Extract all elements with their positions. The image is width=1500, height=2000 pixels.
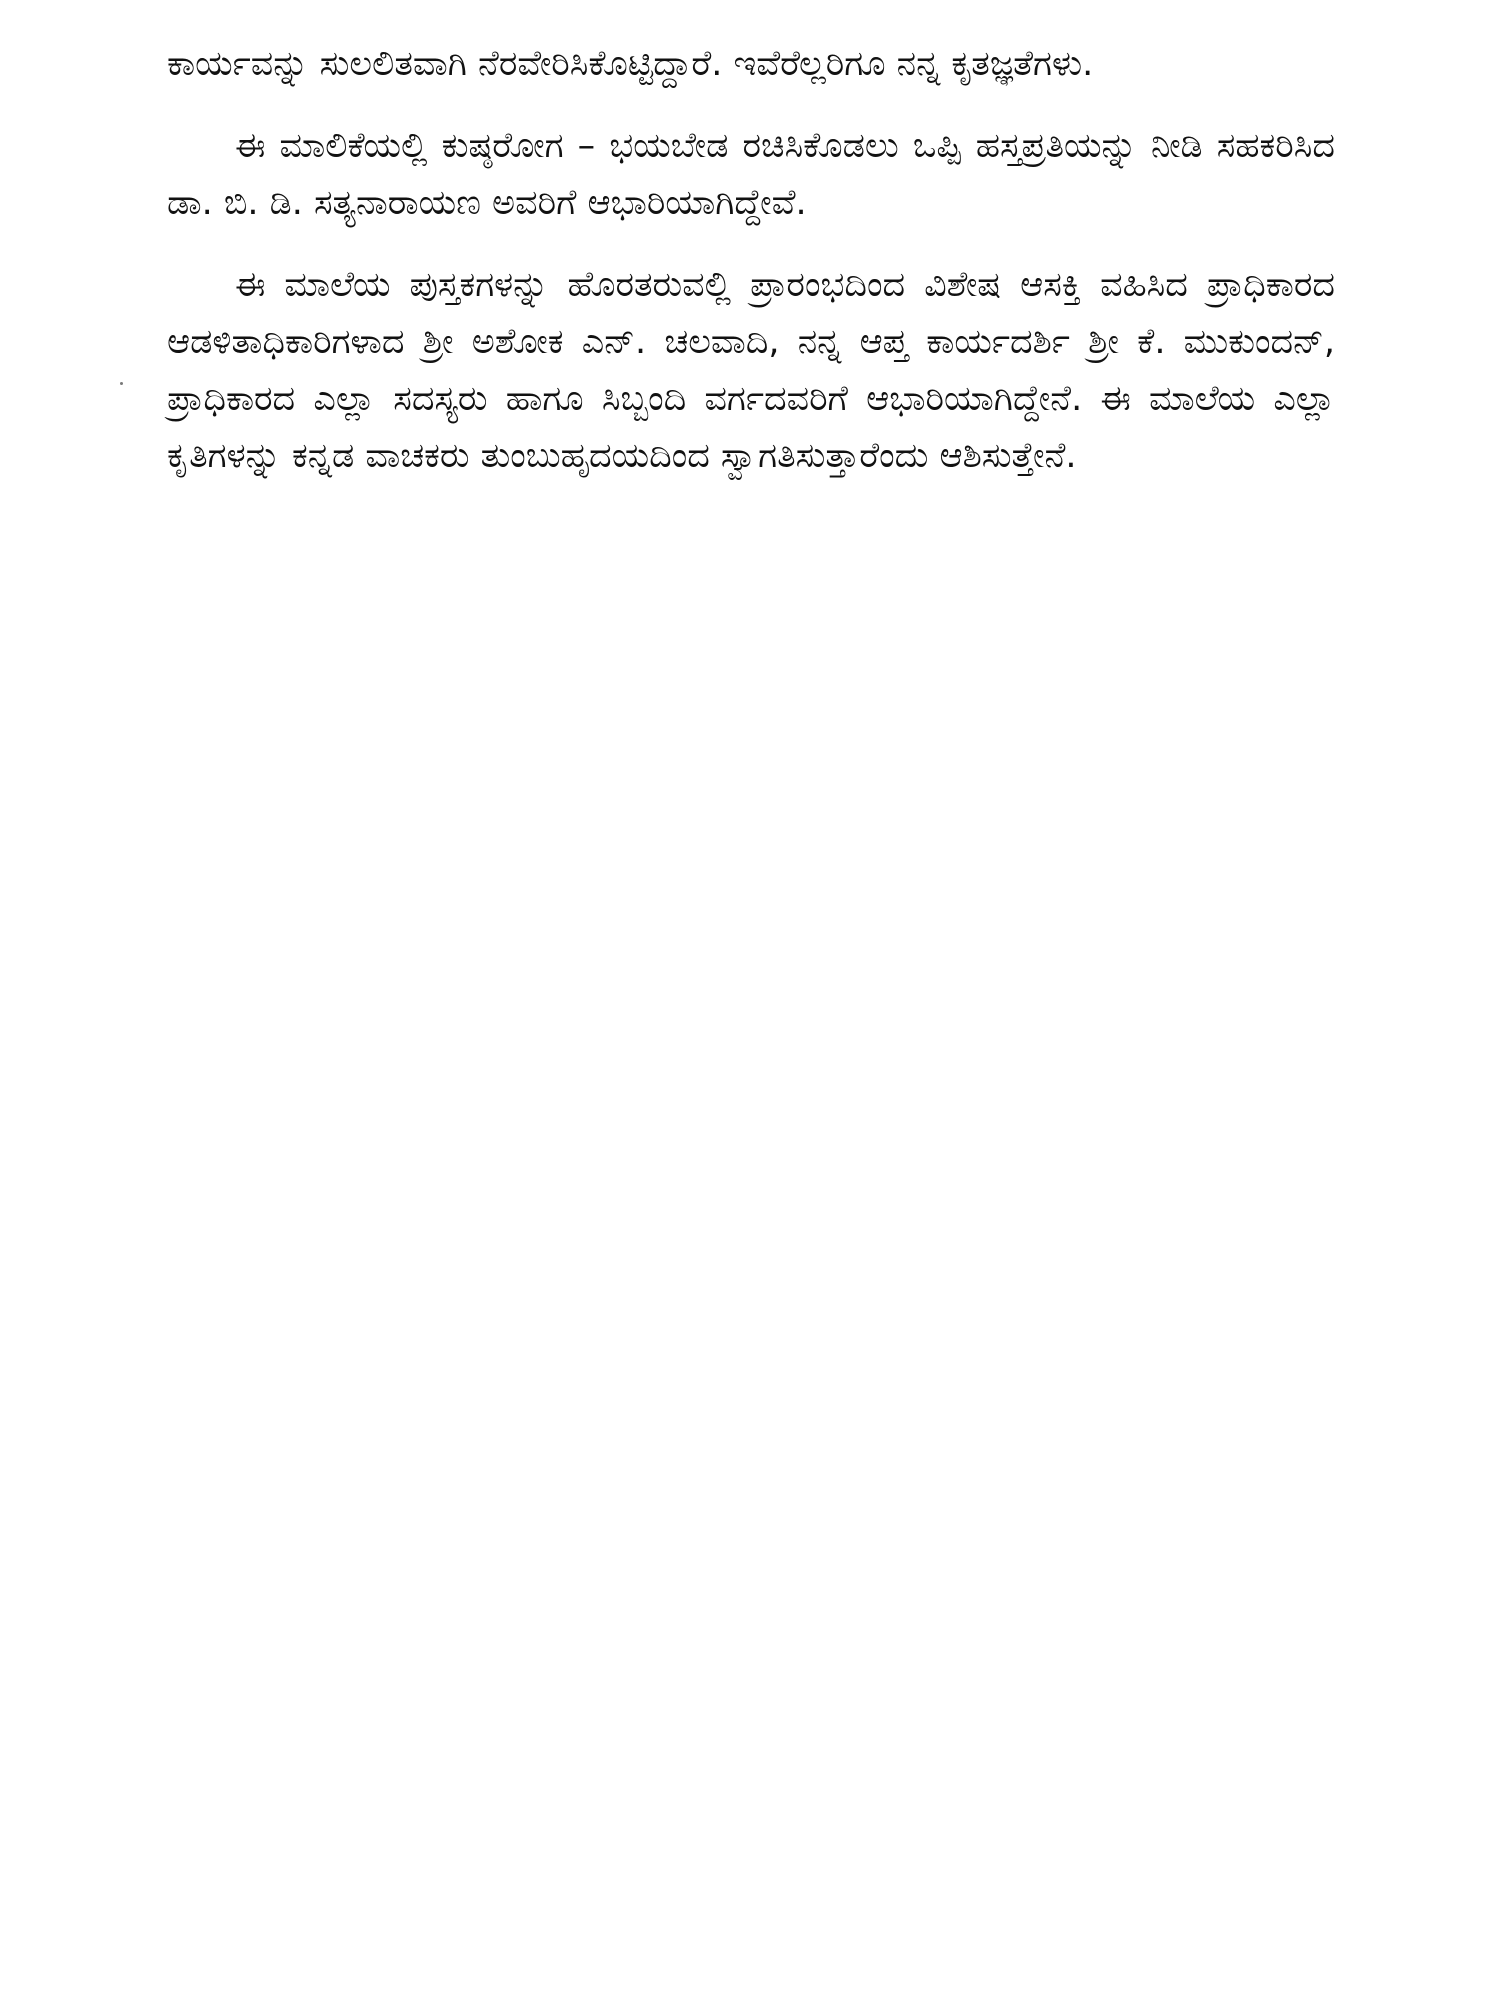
paragraph-author-thanks: ಈ ಮಾಲಿಕೆಯಲ್ಲಿ ಕುಷ್ಠರೋಗ – ಭಯಬೇಡ ರಚಿಸಿಕೊಡಲು ಒಪ್ಪಿ ಹಸ್ತಪ್ರತಿಯನ್ನು ನೀಡಿ ಸಹಕರಿಸಿದ ಡಾ. ಬಿ. ಡಿ. ಸತ್ಯನಾರಾಯಣ ಅವರಿಗೆ ಆಭಾರಿಯಾಗಿದ್ದೇವೆ. (167, 126, 1335, 223)
paragraph-acknowledgement-continued: ಕಾರ್ಯವನ್ನು ಸುಲಲಿತವಾಗಿ ನೆರವೇರಿಸಿಕೊಟ್ಟಿದ್ದಾರೆ. ಇವೆರೆಲ್ಲರಿಗೂ ನನ್ನ ಕೃತಜ್ಞತೆಗಳು. (167, 44, 1094, 84)
scan-speck (120, 382, 123, 385)
body-text (167, 36, 1335, 510)
paragraph-authority-thanks: ಈ ಮಾಲೆಯ ಪುಸ್ತಕಗಳನ್ನು ಹೊರತರುವಲ್ಲಿ ಪ್ರಾರಂಭದಿಂದ ವಿಶೇಷ ಆಸಕ್ತಿ ವಹಿಸಿದ ಪ್ರಾಧಿಕಾರದ ಆಡಳಿತಾಧಿಕಾರಿಗಳಾದ ಶ್ರೀ ಅಶೋಕ ಎನ್. ಚಲವಾದಿ, ನನ್ನ ಆಪ್ತ ಕಾರ್ಯದರ್ಶಿ ಶ್ರೀ ಕೆ. ಮುಕುಂದನ್, ಪ್ರಾಧಿಕಾರದ ಎಲ್ಲಾ ಸದಸ್ಯರು ಹಾಗೂ ಸಿಬ್ಬಂದಿ ವರ್ಗದವರಿಗೆ ಆಭಾರಿಯಾಗಿದ್ದೇನೆ. ಈ ಮಾಲೆಯ ಎಲ್ಲಾ ಕೃತಿಗಳನ್ನು ಕನ್ನಡ ವಾಚಕರು ತುಂಬುಹೃದಯದಿಂದ ಸ್ವಾಗತಿಸುತ್ತಾರೆಂದು ಆಶಿಸುತ್ತೇನೆ. (167, 265, 1335, 476)
